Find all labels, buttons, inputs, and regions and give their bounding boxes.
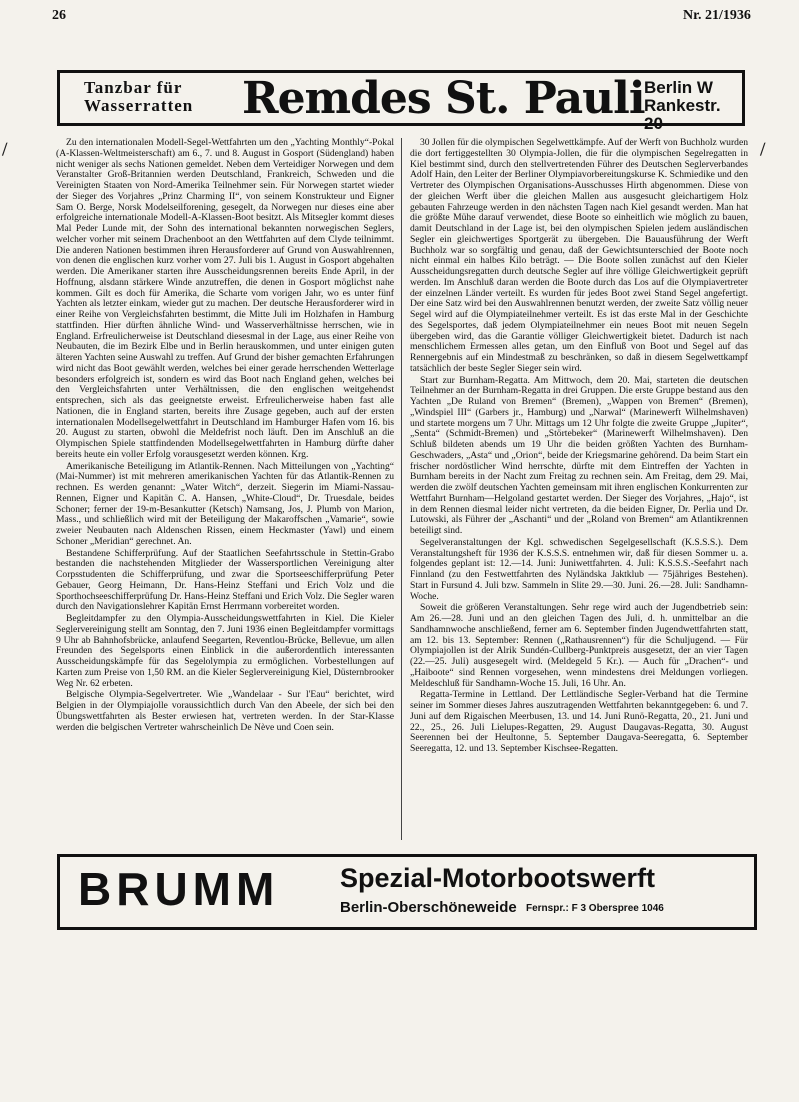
ad-name: Remdes St. Pauli bbox=[242, 73, 645, 124]
ad-street: Rankestr. 20 bbox=[644, 96, 721, 133]
handwritten-annotation: / bbox=[0, 139, 9, 159]
handwritten-annotation: / bbox=[758, 139, 767, 159]
ad-title: Spezial-Motorbootswerft bbox=[340, 863, 655, 893]
right-column bbox=[410, 138, 748, 756]
top-advertisement bbox=[57, 70, 745, 133]
article-paragraph: Regatta-Termine in Lettland. Der Lettländische Segler-Verband hat die Termine seiner im Sommer dieses Jahres auszutragenden Wettfahrten bekanntgegeben: 6. und 7. Juni auf dem Rigaischen Meerbusen, 13. und 14. Juni Runö-Regatta, 20., 21. Juni und 22., 25., 26. Juli Lielupes-Regatten, 29. August Daugavas-Regatta, 30. August Seerennen bei der Heultonne, 5. September Daugava-Seeregatta, 6. September Seeregatta, 12. und 13. September Kischsee-Regatten. bbox=[410, 689, 748, 754]
article-paragraph: Start zur Burnham-Regatta. Am Mittwoch, dem 20. Mai, starteten die deutschen Teilnehmer an der Burnham-Regatta in drei Gruppen. Die erste Gruppe bestand aus den Yachten „De Ruland von Bremen“ (Bremen), „Wappen von Bremen“ (Bremen), „Windspiel III“ (Garbers jr., Hamburg) und „Narwal“ (Marinewerft Wilhelmshaven) und startete morgens um 7 Uhr. Mittags um 12 Uhr folgte die zweite Gruppe „Jupiter“, „Senta“ (Schmidt-Bremen) und „Störtebeker“ (Marinewerft Wilhelmshaven). Den Schluß bildeten abends um 19 Uhr die beiden größten Yachten des Burnham-Geschwaders, „Asta“ und „Orion“, beide der Kriegsmarine gehörend. Da beim Start ein frischer nordöstlicher Wind herrschte, dürfte mit dem Eintreffen der Yachten in Burnham bereits in der Nacht zum Freitag zu rechnen sein. Am Freitag, dem 29. Mai, werden die zwölf deutschen Yachten gemeinsam mit ihren englischen Konkurrenten zur Wettfahrt Burnham—Helgoland gestartet werden. Der Sieger des Vorjahres, „Hajo“, ist in dem Rennen diesmal leider nicht vertreten, da die beiden Eigner, Dr. Perlia und Dr. Lutowski, als Führer der „Aschanti“ und der „Roland von Bremen“ am Atlantikrennen beteiligt sind. bbox=[410, 374, 748, 536]
article-paragraph: Segelveranstaltungen der Kgl. schwedischen Segelgesellschaft (K.S.S.S.). Dem Veranstaltungsheft für 1936 der K.S.S.S. entnehmen wir, daß für diesen Sommer u. a. folgendes geplant ist: 12.—14. Juni: Juniwettfahrten. 4. Juli: K.S.S.S.-Seefahrt nach Finnland (zu den Festwettfahrten des Nyländska Jaktklub — 75jähriges Bestehen). Start in Fursund 4. Juli bzw. Sammeln in Slite 29.—30. Juni. 26.—28. Juli: Sandhamn-Woche. bbox=[410, 536, 748, 602]
ad-brand: BRUMM bbox=[78, 863, 280, 915]
article-paragraph: Amerikanische Beteiligung im Atlantik-Rennen. Nach Mitteilungen von „Yachting“ (Mai-Nummer) ist mit mehreren amerikanischen Yachten für das Atlantik-Rennen zu rechnen. Es werden genannt: „Water Witch“, derzeit. Siegerin im Miami-Nassau-Rennen, Eigner und Kapitän C. A. Hansen, „White-Cloud“, Dr. Truesdale, beides Schoner; ferner der 19-m-Besankutter (Ketsch) Namsang, Jos, J. Plumb von Marion, Mass., und schließlich wird mit der Beteiligung der Makaroffschen „Vamarie“, sowie zweier Neubauten nach Aldenschen Rissen, einem Heckmaster (Yawl) und einem Schoner „Meridian“ gerechnet. An. bbox=[56, 460, 394, 547]
ad-slogan-line2: Wasserratten bbox=[84, 96, 194, 115]
article-paragraph: Soweit die größeren Veranstaltungen. Sehr rege wird auch der Jugendbetrieb sein: Am 26.—28. Juni und an den gleichen Tagen des Juli, d. h. unmittelbar an die Sandhamnwoche anschließend, ferner am 6. September finden Jugendwettfahrten statt, am 12. bis 13. September: Rennen („Rathausrennen“) für die Schuljugend. — Für Olympiajollen ist der Alrik Sundén-Cullberg-Punktpreis ausgesetzt, der an vier Tagen (22.—25. Juli) ausgesegelt wird. (Meldegeld 5 Kr.). — Auch für „Drachen“- und „Haiboote“ sind Rennen vorgesehen, wenn mindestens drei Meldungen vorliegen. Meldeschluß für Sandhamn-Woche 15. Juli, 16 Uhr. An. bbox=[410, 602, 748, 689]
article-paragraph: Bestandene Schifferprüfung. Auf der Staatlichen Seefahrtsschule in Stettin-Grabo bestanden die nachstehenden Mitglieder der Wassersportlichen Vereinigung alter Corpsstudenten die Schifferprüfung, und zwar die Sportseeschifferprüfung Peter Gebauer, Georg Heimann, Dr. Hans-Heinz Steffani und Erich Volz und die Sporthochseeschifferprüfung Dr. Hans-Heinz Steffani und Erich Volz. Die Segler waren durch den Navigationslehrer Kapitän Ernst Herrmann vorbereitet worden. bbox=[56, 547, 394, 613]
page-number: 26 bbox=[52, 8, 66, 23]
column-divider bbox=[401, 138, 402, 840]
article-paragraph: Zu den internationalen Modell-Segel-Wettfahrten um den „Yachting Monthly“-Pokal (A-Klassen-Weltmeisterschaft) am 6., 7. und 8. August in Gosport (Südengland) haben nicht weniger als sechs Nationen gemeldet. Neben dem Verteidiger Norwegen und dem Veranstalter Groß-Britannien werden Deutschland, Frankreich, Schweden und die Vereinigten Staaten von Nord-Amerika Teilnehmer sein. Für Norwegen startet wieder der Sieger des Vorjahres „Prinz Charming II“, von seinem Konstrukteur und Eigner Sam O. Berge, Norsk Modelseilforening, gesegelt, da Norwegen nur dieses eine aber erfolgreiche internationale Modell-A-Klassen-Boot besitzt. Als Mitsegler kommt dieses Mal Peder Lunde mit, der Sohn des international bekannten norwegischen Seglers, welcher vorher mit seinem Drachenboot an den Wettfahrten auf dem Clyde teilnimmt. Die anderen Nationen bestimmen ihren Herausforderer auf Grund von Auswahlrennen, von denen die englischen kurz vorher vom 27. Juli bis 1. August in Gosport abgehalten werden. Die Amerikaner starten ihre Ausscheidungsrennen bereits Ende April, in der Hoffnung, alsdann stärkere Winde anzutreffen, die denen in Gosport möglichst nahe kommen. Gilt es doch für Amerika, die Scharte vom vorigen Jahr, wo es unter fünf Yachten als letzter einkam, wieder gut zu machen. Der deutsche Herausforderer wird in einer Reihe von Vergleichsfahrten bestimmt, die Mitte Juli im Holzhafen in Hamburg stattfinden. Hier dürften ähnliche Wind- und Wasserverhältnisse herrschen, wie in England. Erfreulicherweise ist Deutschland diesesmal in der Lage, aus einer Reihe von Neubauten, die im Bezirk Elbe und in Berlin herauskommen, und unter einigen guten älteren Yachten seine Auswahl zu treffen. Auf Grund der bisher gemachten Erfahrungen wird nicht das Boot gewählt werden, welches bei einer gerade herrschenden Wetterlage besonders erfolgreich ist, sondern es wird das Boot nach England gehen, welches bei den Vergleichsfahrten unter Verhältnissen, die den englischen weitgehendst entsprechen, sich als das geeignetste erweist. Erfreulicherweise haben fast alle Nationen, die in England starten, bereits ihre Zusage gegeben, auch auf der ersten internationalen Modellsegelwettfahrt in Deutschland im Hamburger Hafen vom 16. bis 20. August zu starten, obwohl die Meldefrist noch läuft. Den im Anschluß an die Olympischen Spiele stattfindenden Modellsegelwettfahrten in Hamburg dürfte daher bereits heute ein voller Erfolg vorausgesetzt werden können. Krg. bbox=[56, 137, 394, 460]
ad-phone: Fernspr.: F 3 Oberspree 1046 bbox=[526, 903, 664, 914]
left-column bbox=[56, 138, 394, 734]
ad-location: Berlin-Oberschöneweide bbox=[340, 899, 517, 916]
ad-address bbox=[644, 79, 742, 133]
ad-city: Berlin W bbox=[644, 78, 713, 97]
article-paragraph: 30 Jollen für die olympischen Segelwettkämpfe. Auf der Werft von Buchholz wurden die dort fertiggestellten 30 Olympia-Jollen, die für die olympischen Segelregatten in Kiel bestimmt sind, durch den stellvertretenden Führer des Deutschen Seglerverbandes Adolf Hain, den Leiter der Berliner Olympiavorbereitungskurse K. Schmiedike und den Vertreter des Olympischen Organisations-Ausschusses Hirth abgenommen. Diese von der gleichen Werft über die gleichen Mallen aus ausgesucht gleichartigem Holz gebauten Fahrzeuge werden in den nächsten Tagen nach Kiel gesandt werden. Man hat die größte Mühe darauf verwendet, diese Boote so einheitlich wie möglich zu bauen, damit Deutschland in der Lage ist, bei den olympischen Spielen jedem ausländischen Segler ein gleichwertiges Sportgerät zu übergeben. Die Bauausführung der Werft Buchholz war so sorgfältig und genau, daß der Gewichtsunterschied der Boote noch nicht einmal ein halbes Kilo beträgt. — Die Boote sollen zunächst auf den Kieler Ausscheidungsregatten durch deutsche Segler auf ihre völlige Gleichwertigkeit geprüft werden. Im Anschluß daran werden die Boote durch das Los auf die Olympiavertreter der einzelnen Länder verteilt. Es wurden für jedes Boot zwei Stand Segel angefertigt. Der eine Satz wird bei den Auswahlrennen benutzt werden, der zweite Satz völlig neuer Segel wird auf die Olympiateilnehmer verteilt. Es ist das erste Mal in der Geschichte des Segelsportes, daß jedem Olympiateilnehmer ein neues Boot mit neuen Segeln übergeben wird, das die Garantie völliger Gleichwertigkeit bietet. Dadurch ist nach menschlichem Ermessen alles getan, um den Einfluß von Boot und Segel auf das Rennergebnis auf ein Mindestmaß zu beschränken, so daß in diesem Segelwettkampf tatsächlich der beste Segler Sieger sein wird. bbox=[410, 137, 748, 374]
bottom-advertisement bbox=[57, 854, 757, 930]
article-paragraph: Belgische Olympia-Segelvertreter. Wie „Wandelaar - Sur l'Eau“ berichtet, wird Belgien in der Olympiajolle voraussichtlich durch Van den Abeele, der sich bei den Übungswettfahrten als Bester erwiesen hat, vertreten werden. In der Star-Klasse werden die belgischen Vertreter wahrscheinlich De Nève und Coen sein. bbox=[56, 689, 394, 733]
issue-number: Nr. 21/1936 bbox=[683, 8, 751, 23]
ad-slogan-line1: Tanzbar für bbox=[84, 78, 183, 97]
article-paragraph: Begleitdampfer zu den Olympia-Ausscheidungswettfahrten in Kiel. Die Kieler Seglervereinigung stellt am Sonntag, den 7. Juni 1936 einen Begleitdampfer vormittags 9 Uhr ab Bahnhofsbrücke, anlaufend Seegarten, Reventlou-Brücke, Bellevue, um allen Freunden des Segelsports einen Einblick in die außerordentlich interessanten Ausscheidungskämpfe für das Segelolympia zu ermöglichen. Vorbestellungen auf Karten zum Preise von 1,50 RM. an die Kieler Seglervereinigung Kiel, Düsternbrooker Weg Nr. 62 erbeten. bbox=[56, 613, 394, 689]
ad-slogan bbox=[84, 79, 193, 115]
